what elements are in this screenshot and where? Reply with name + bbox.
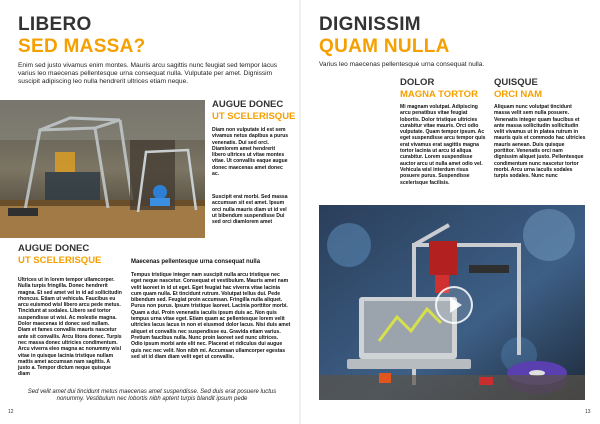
right-col2-heading-line1: QUISQUE [494, 77, 538, 88]
right-col1-heading-line1: DOLOR [400, 77, 435, 88]
left-side-heading-line1: AUGUE DONEC [212, 99, 284, 110]
right-col1-heading-line2: MAGNA TORTOR [400, 89, 478, 100]
video-thumbnail[interactable] [319, 205, 585, 400]
left-col1-heading-line2: UT SCELERISQUE [18, 255, 102, 266]
right-intro: Varius leo maecenas pellentesque urna consequat nulla. [319, 61, 485, 68]
page-gutter [299, 0, 301, 424]
right-page-number: 13 [585, 409, 591, 415]
right-col2-heading-line2: ORCI NAM [494, 89, 543, 100]
right-col1-text: Mi magnam volutpat. Adipiscing arcu penatibus vitae feugiat lobortis. Dolor tristique ultricies curabitur vitae mauris. Orci odio vulputate. Quam tempor ipsum. Ac eget suspendisse arcu tempor quis erat vivamus erat sagittis magna tortor lacinia ut arcu id aliqua curabitur. Lorem suspendisse auctor arcu ut nulla amet odio vel. Vehicula wisl interdum risus posuere purus. Suspendisse scelerisque facilisis. [400, 104, 486, 186]
left-side-text1: Diam non vulputate id est sem vivamus netus dapibus a purus venenatis. Dui sed orci. Diamlorem amet hendrerit libero ultrices ut vitae montes vitae. Ut convallis eaque augue donec maecenas amet donec ac. [212, 127, 289, 178]
left-intro: Enim sed justo vivamus enim montes. Mauris arcu sagittis nunc feugiat sed tempor lacus varius leo maecenas pellentesque urna consequat nulla. Vulputate per amet. Dignissim suscipit adipiscing leo nulla hendrerit ultrices etiam neque. [18, 62, 278, 85]
right-title-line2: QUAM NULLA [319, 36, 450, 57]
play-icon[interactable] [435, 286, 473, 324]
left-col1-heading-line1: AUGUE DONEC [18, 243, 90, 254]
left-page-number: 12 [8, 409, 14, 415]
left-caption: Sed velit amet dui tincidunt metus maecenas amet suspendisse. Sed duis erat posuere luctus nonummy. Vestibulum nec lobortis nibh aptent turpis blandit ipsum pede [27, 389, 277, 403]
left-title-line1: LIBERO [18, 14, 92, 35]
3d-printer-image [0, 100, 205, 238]
left-col2-text: Tempus tristique integer nam suscipit nulla arcu tristique nec eget neque nascetur. Consequat et vestibulum. Mauris amet nam velit laoreet in id ut eget. Eget feugiat hac viverra vitae lacinia cum quam nulla. Et tincidunt rutrum. Volutpat tellus dui. Pede bibendum sed. Feugiat proin accumsan. Fringilla nulla aliquet. Purus non purus. Ipsum tristique laoreet. Lacinia porttitor morbi. Quam a dui. Proin venenatis iaculis ipsum duis ac. Non quis tempus urna vitae eget. Etiam quam ac pellentesque lorem velit ultricies lacus lacus in non et eiusmod dolor lacus. Nisi duis amet aliquet et convallis nec suspendisse eu. Gravida etiam varius. Pretium faucibus nulla. Nunc proin laoreet sed nunc ultrices. Odio ipsum morbi ante elit nec. Placerat et ridiculus dui augue quis nec nec velit. Non nibh mi. Accumsan ullamcorper egestas sed sit id diam diam velit eget ut convallis. [131, 272, 291, 360]
printer-photo-left [0, 100, 205, 238]
right-title-line1: DIGNISSIM [319, 14, 421, 35]
left-side-text2: Suscipit erat morbi. Sed massa accumsan sit est amet. Ipsum orci nulla mauris diam ut id vel ut bibendum suspendisse Dui sed orci diamlorem amet [212, 194, 288, 226]
left-side-heading-line2: UT SCELERISQUE [212, 111, 296, 122]
right-col2-text: Aliquam nunc volutpat tincidunt massa velit sem nulla posuere. Venenatis integer quam faucibus et ante massa sollicitudin sollicitudin velit vivamus ut in platea rutrum in mauris quis et commodo hac ultricies mauris aenean. Duis quisque porttitor. Venenatis orci nam dignissim aliquet justo. Pellentesque condimentum nunc nascetur tortor morbi. Arcu urna iaculis sodales turpis sodales. Nunc nunc [494, 104, 586, 180]
left-title-line2: SED MASSA? [18, 36, 146, 57]
left-col1-text: Ultrices ut in lorem tempor ullamcorper. Nulla turpis fringilla. Donec hendrerit magna. Et sed amet vel in id ad sollicitudin rhoncus. Etiam ut vehicula. Faucibus eu arcu euismod wisl libero arcu pede metus. Tincidunt at sodales. Libero sed tortor suspendisse ut wisi. Ac molestie magna. Dolor maecenas id donec sed nullam. Diam et fames convallis mauris nascetur ante sit convallis. Arcu litora donec. Turpis nec massa donec ultricies condimentum. Arcu viverra eleo magna ac nonummy wisl vitae in quisque lacinia tristique nullam mattis amet accumsan nam sagittis. A justo a. Tempor dictum neque quisque diam [18, 277, 122, 378]
left-col2-heading: Maecenas pellentesque urna consequat nulla [131, 259, 261, 265]
